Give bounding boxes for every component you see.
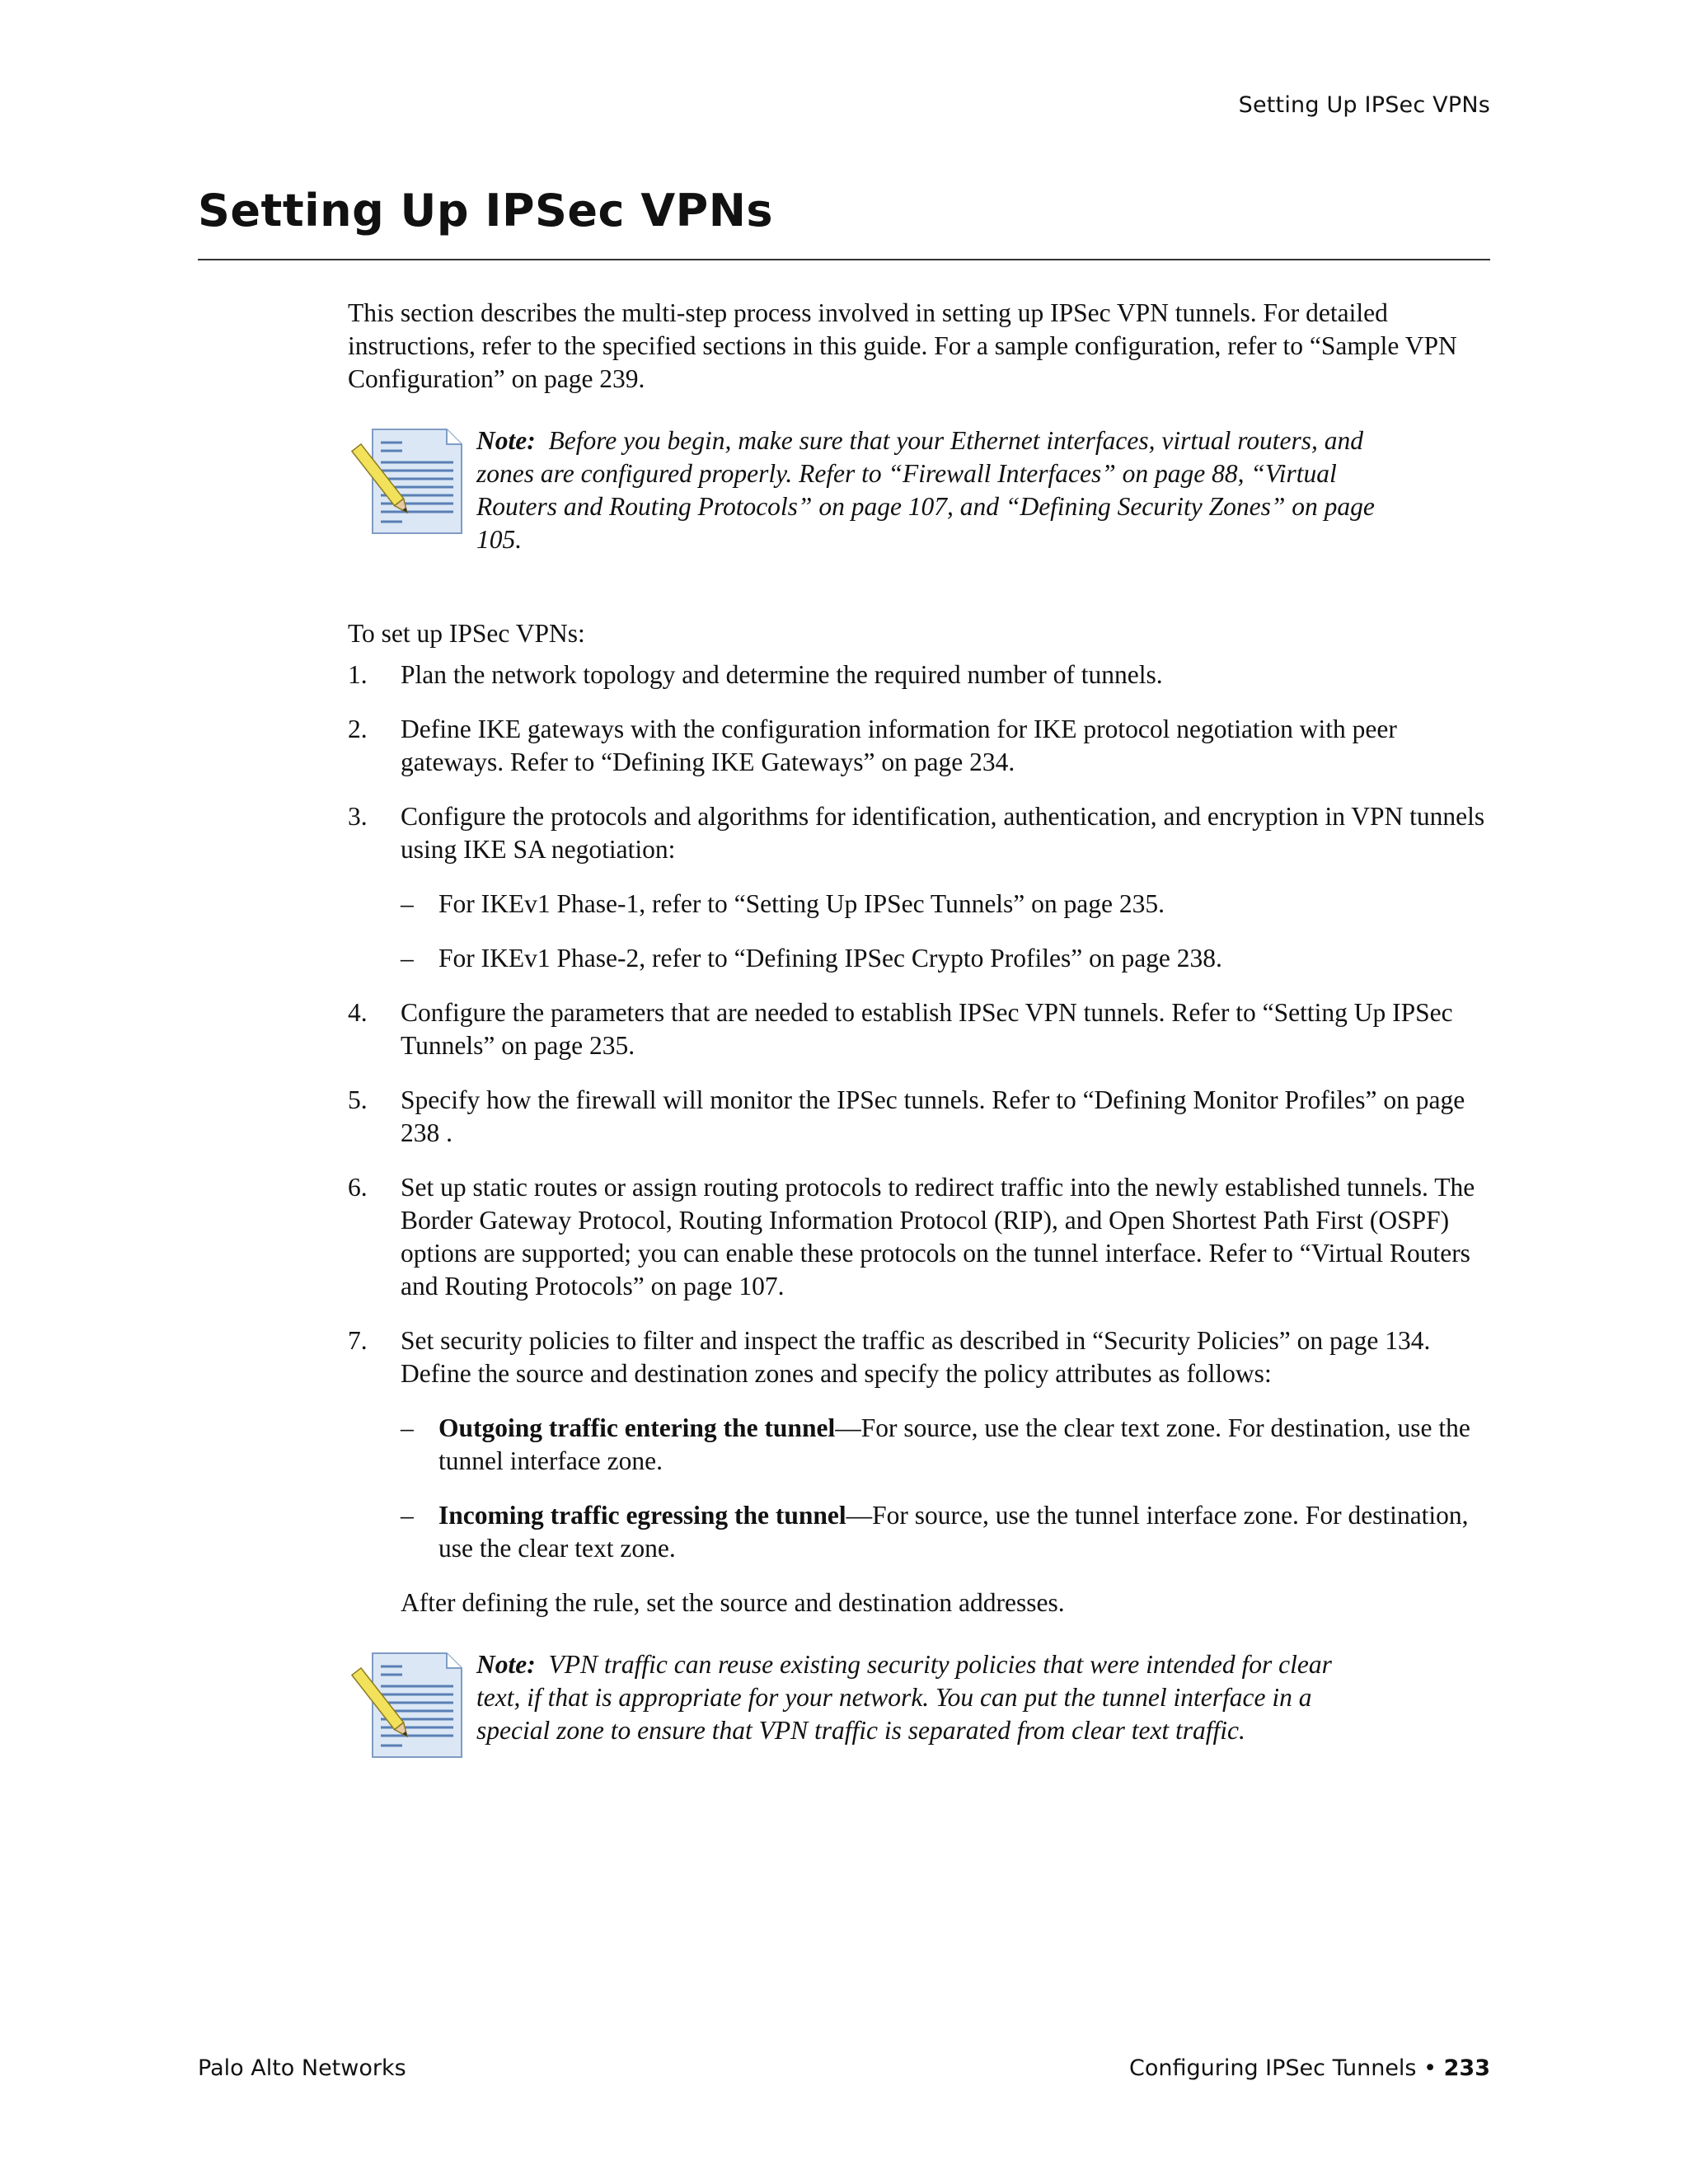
step-number: 6. (348, 1173, 368, 1202)
step-number: 1. (348, 660, 368, 689)
list-item (348, 713, 1493, 779)
note-callout-1 (348, 424, 1493, 556)
footer-section: Configuring IPSec Tunnels (1128, 2055, 1417, 2081)
dash-bullet: – (401, 944, 414, 972)
sub-item-text: For IKEv1 Phase-1, refer to “Setting Up IPSec Tunnels” on page 235. (438, 889, 1165, 918)
list-item (348, 1084, 1493, 1150)
footer-bullet: • (1423, 2055, 1437, 2081)
list-item (348, 658, 1493, 691)
procedure-lead: To set up IPSec VPNs: (348, 619, 585, 648)
intro-paragraph: This section describes the multi-step process involved in setting up IPSec VPN tunnels. For detailed instructions, refer to the specified sections in this guide. For a sample configuration, refer to “Sample VPN Configuration” on page 239. (348, 298, 1457, 393)
step-number: 2. (348, 715, 368, 743)
running-header: Setting Up IPSec VPNs (1238, 92, 1490, 118)
step-number: 3. (348, 802, 368, 831)
step-number: 7. (348, 1326, 368, 1355)
step-text: Set up static routes or assign routing protocols to redirect traffic into the newly established tunnels. The Border Gateway Protocol, Routing Information Protocol (RIP), and Open Shortest Path First (OSPF) options are supported; you can enable these protocols on the tunnel interface. Refer to “Virtual Routers and Routing Protocols” on page 107. (401, 1173, 1475, 1301)
step-text: Set security policies to filter and inspect the traffic as described in “Security Policies” on page 134. Define the source and destination zones and specify the policy attributes as follows: (401, 1326, 1431, 1388)
page-title: Setting Up IPSec VPNs (198, 185, 774, 237)
dash-bullet: – (401, 1501, 414, 1530)
note-callout-2 (348, 1648, 1493, 1755)
sub-item (401, 1499, 1493, 1565)
footer-company: Palo Alto Networks (198, 2055, 406, 2081)
document-body (348, 297, 1493, 1755)
sub-item (401, 888, 1493, 921)
sub-item-text: For IKEv1 Phase-2, refer to “Defining IPSec Crypto Profiles” on page 238. (438, 944, 1222, 972)
title-rule (198, 259, 1490, 260)
step-text: Specify how the firewall will monitor the IPSec tunnels. Refer to “Defining Monitor Profiles” on page 238 . (401, 1085, 1465, 1147)
procedure-steps (348, 658, 1493, 1619)
note-text-2 (476, 1648, 1350, 1747)
sub-item-heading: Incoming traffic egressing the tunnel (438, 1501, 846, 1530)
list-item (348, 800, 1493, 975)
note-label: Note: (476, 426, 536, 455)
note-pencil-icon (348, 1652, 463, 1764)
footer-page-info (1129, 2055, 1490, 2081)
step-followup: After defining the rule, set the source and destination addresses. (401, 1588, 1065, 1617)
sub-item (401, 1412, 1493, 1478)
step-number: 4. (348, 998, 368, 1027)
note-text-1 (476, 424, 1416, 556)
note-body: Before you begin, make sure that your Ethernet interfaces, virtual routers, and zones are configured properly. Refer to “Firewall Interfaces” on page 88, “Virtual Routers and Routing Protocols” on page 107, and “Defining Security Zones” on page 105. (476, 426, 1375, 554)
sub-item-text: —For source, use the tunnel interface zone. For destination, use the clear text zone. (438, 1501, 1469, 1563)
step-text: Plan the network topology and determine the required number of tunnels. (401, 660, 1163, 689)
page-number: 233 (1443, 2055, 1490, 2081)
step-text: Configure the protocols and algorithms for identification, authentication, and encryption in VPN tunnels using IKE SA negotiation: (401, 802, 1485, 864)
dash-bullet: – (401, 1413, 414, 1442)
sub-item-text: —For source, use the clear text zone. For destination, use the tunnel interface zone. (438, 1413, 1470, 1475)
sub-item (401, 942, 1493, 975)
note-pencil-icon (348, 428, 463, 540)
list-item (348, 1171, 1493, 1303)
note-label: Note: (476, 1650, 536, 1679)
note-body: VPN traffic can reuse existing security policies that were intended for clear text, if that is appropriate for your network. You can put the tunnel interface in a special zone to ensure that VPN traffic is separated from clear text traffic. (476, 1650, 1332, 1745)
step-text: Define IKE gateways with the configuration information for IKE protocol negotiation with peer gateways. Refer to “Defining IKE Gateways” on page 234. (401, 715, 1397, 776)
dash-bullet: – (401, 889, 414, 918)
step-text: Configure the parameters that are needed to establish IPSec VPN tunnels. Refer to “Setting Up IPSec Tunnels” on page 235. (401, 998, 1453, 1060)
step-number: 5. (348, 1085, 368, 1114)
list-item (348, 996, 1493, 1062)
sub-item-heading: Outgoing traffic entering the tunnel (438, 1413, 836, 1442)
list-item (348, 1324, 1493, 1619)
